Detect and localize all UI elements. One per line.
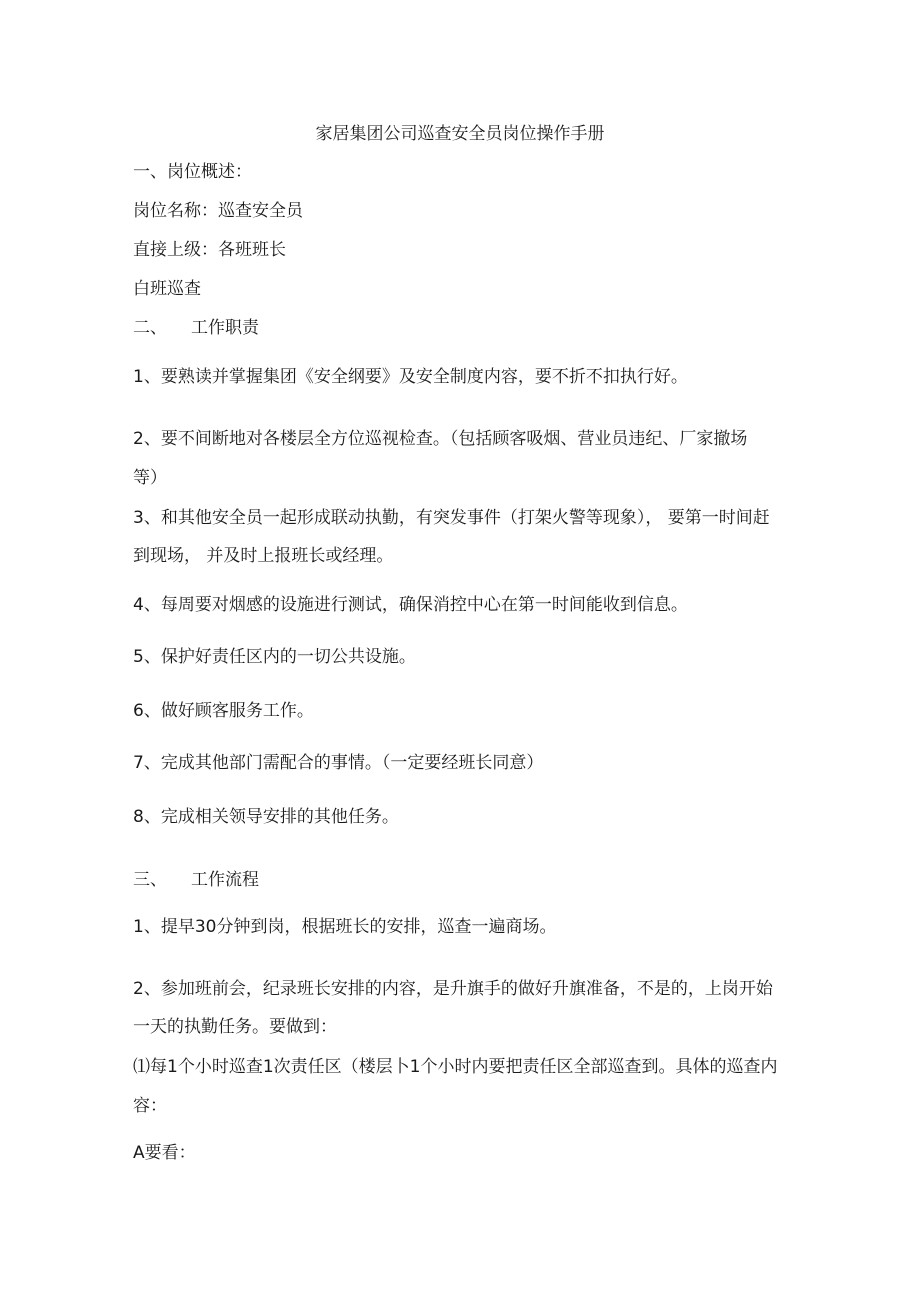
document-title: 家居集团公司巡查安全员岗位操作手册 (315, 124, 605, 144)
process-heading (133, 869, 259, 891)
shift-line: 白班巡查 (133, 279, 201, 299)
process-subitem: ⑴每1个小时巡查1次责任区（楼层卜1个小时内要把责任区全部巡查到。具体的巡查内 (133, 1057, 778, 1077)
duty-item: 1、要熟读并掌握集团《安全纲要》及安全制度内容，要不折不扣执行好。 (133, 367, 688, 387)
duties-section-title: 工作职责 (191, 318, 259, 338)
duty-item: 3、和其他安全员一起形成联动执勤，有突发事件（打架火警等现象）， 要第一时间赶 (133, 508, 770, 528)
process-section-title: 工作流程 (191, 870, 259, 890)
duty-item: 8、完成相关领导安排的其他任务。 (133, 807, 399, 827)
duty-item: 6、做好顾客服务工作。 (133, 701, 314, 721)
process-item-continued: 一天的执勤任务。要做到： (133, 1017, 337, 1037)
duty-item-continued: 等） (133, 468, 167, 488)
process-section-number: 三、 (133, 870, 167, 890)
process-item: 2、参加班前会，纪录班长安排的内容，是升旗手的做好升旗准备，不是的，上岗开始 (133, 979, 773, 999)
superior-line: 直接上级：各班班长 (133, 240, 286, 260)
duty-item: 5、保护好责任区内的一切公共设施。 (133, 647, 416, 667)
duties-section-number: 二、 (133, 318, 167, 338)
duty-item-continued: 到现场， 并及时上报班长或经理。 (133, 546, 394, 566)
process-subitem-continued: 容： (133, 1096, 167, 1116)
process-subitem-a: A要看： (133, 1143, 196, 1163)
duty-item: 7、完成其他部门需配合的事情。（一定要经班长同意） (133, 753, 544, 773)
process-item: 1、提早30分钟到岗，根据班长的安排，巡查一遍商场。 (133, 917, 557, 937)
duty-item: 2、要不间断地对各楼层全方位巡视检查。（包括顾客吸烟、营业员违纪、厂家撤场 (133, 429, 748, 449)
overview-heading: 一、岗位概述： (133, 162, 252, 182)
duties-heading (133, 317, 259, 339)
post-name-line: 岗位名称：巡查安全员 (133, 201, 303, 221)
duty-item: 4、每周要对烟感的设施进行测试，确保消控中心在第一时间能收到信息。 (133, 595, 688, 615)
